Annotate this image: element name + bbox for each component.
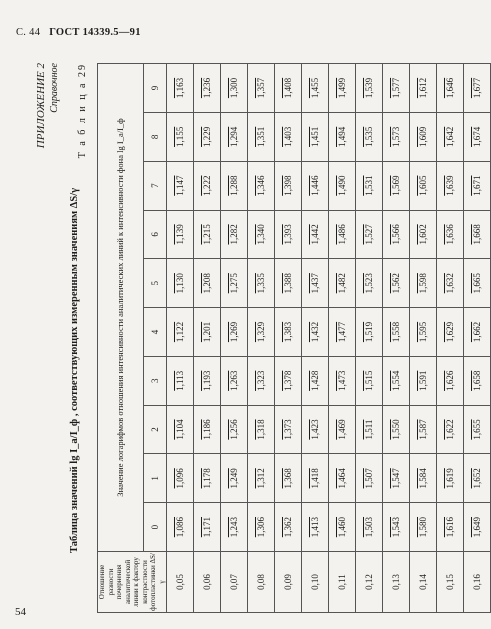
table-cell: 1,507 [356,454,383,503]
row-key: 0,08 [248,552,275,613]
table-cell: 1,543 [383,503,410,552]
table-cell: 1,494 [329,112,356,161]
table-cell: 1,398 [275,161,302,210]
table-cell: 1,477 [329,308,356,357]
table-cell: 1,562 [383,259,410,308]
table-row [194,64,221,613]
row-key: 0,15 [437,552,464,613]
row-key: 0,13 [383,552,410,613]
table-cell: 1,665 [464,259,491,308]
row-header: Отношение разности почернения аналитической линии к фактору контрастности фотопластинки ΔS/γ [98,553,166,611]
column-header: 9 [143,64,166,113]
page-label: С. 44 [16,27,41,38]
table-cell: 1,612 [410,64,437,113]
table-cell: 1,451 [302,112,329,161]
column-header: 5 [143,259,166,308]
table-cell: 1,215 [194,210,221,259]
table-cell: 1,519 [356,308,383,357]
table-cell: 1,655 [464,405,491,454]
table-cell: 1,442 [302,210,329,259]
table-cell: 1,550 [383,405,410,454]
table-cell: 1,602 [410,210,437,259]
table-row [437,64,464,613]
row-key: 0,11 [329,552,356,613]
table-cell: 1,335 [248,259,275,308]
table-cell: 1,511 [356,405,383,454]
row-key: 0,10 [302,552,329,613]
table-cell: 1,464 [329,454,356,503]
table-cell: 1,554 [383,356,410,405]
table-cell: 1,626 [437,356,464,405]
table-cell: 1,598 [410,259,437,308]
table-title: Таблица значений lg I_a/I_ф , соответствующих измеренным значениям ΔS/γ [69,187,80,553]
column-header: 0 [143,503,166,552]
table-cell: 1,318 [248,405,275,454]
table-cell: 1,616 [437,503,464,552]
table-cell: 1,193 [194,356,221,405]
column-header: 2 [143,405,166,454]
table-cell: 1,351 [248,112,275,161]
table-cell: 1,243 [221,503,248,552]
table-cell: 1,609 [410,112,437,161]
table-cell: 1,178 [194,454,221,503]
table-cell: 1,455 [302,64,329,113]
table-cell: 1,413 [302,503,329,552]
table-cell: 1,368 [275,454,302,503]
table-label: Т а б л и ц а 29 [77,63,88,159]
column-header: 3 [143,356,166,405]
table-cell: 1,580 [410,503,437,552]
table-cell: 1,437 [302,259,329,308]
column-header: 4 [143,308,166,357]
table-cell: 1,357 [248,64,275,113]
table-cell: 1,569 [383,161,410,210]
table-cell: 1,346 [248,161,275,210]
column-header: 6 [143,210,166,259]
table-row [275,64,302,613]
table-cell: 1,671 [464,161,491,210]
table-cell: 1,432 [302,308,329,357]
table-cell: 1,086 [167,503,194,552]
table-row [167,64,194,613]
table-cell: 1,527 [356,210,383,259]
table-cell: 1,515 [356,356,383,405]
table-cell: 1,256 [221,405,248,454]
table-cell: 1,558 [383,308,410,357]
table-cell: 1,636 [437,210,464,259]
table-cell: 1,632 [437,259,464,308]
table-cell: 1,201 [194,308,221,357]
table-row [248,64,275,613]
table-cell: 1,282 [221,210,248,259]
table-cell: 1,171 [194,503,221,552]
table-row [410,64,437,613]
table-cell: 1,263 [221,356,248,405]
table-cell: 1,674 [464,112,491,161]
table-cell: 1,147 [167,161,194,210]
table-cell: 1,535 [356,112,383,161]
table-cell: 1,208 [194,259,221,308]
table-cell: 1,649 [464,503,491,552]
table-cell: 1,340 [248,210,275,259]
table-cell: 1,383 [275,308,302,357]
table-cell: 1,639 [437,161,464,210]
table-cell: 1,469 [329,405,356,454]
page-header [16,27,141,38]
row-key: 0,05 [167,552,194,613]
table-cell: 1,587 [410,405,437,454]
page-number: 54 [15,606,26,618]
table-cell: 1,482 [329,259,356,308]
table-cell: 1,362 [275,503,302,552]
appendix-subtitle: Справочное [49,63,60,113]
table-cell: 1,104 [167,405,194,454]
table-cell: 1,393 [275,210,302,259]
values-table [97,63,491,613]
table-cell: 1,629 [437,308,464,357]
table-cell: 1,523 [356,259,383,308]
row-key: 0,16 [464,552,491,613]
table-row [464,64,491,613]
column-header: 7 [143,161,166,210]
table-row [383,64,410,613]
table-cell: 1,378 [275,356,302,405]
table-row [302,64,329,613]
table-cell: 1,646 [437,64,464,113]
table-row [356,64,383,613]
table-cell: 1,591 [410,356,437,405]
table-cell: 1,499 [329,64,356,113]
column-header: 1 [143,454,166,503]
table-cell: 1,323 [248,356,275,405]
table-cell: 1,403 [275,112,302,161]
column-header-row [143,64,166,613]
table-cell: 1,531 [356,161,383,210]
table-cell: 1,486 [329,210,356,259]
table-cell: 1,662 [464,308,491,357]
table-cell: 1,229 [194,112,221,161]
column-header: 8 [143,112,166,161]
table-cell: 1,186 [194,405,221,454]
table-row [329,64,356,613]
table-cell: 1,642 [437,112,464,161]
table-cell: 1,446 [302,161,329,210]
row-key: 0,09 [275,552,302,613]
table-cell: 1,155 [167,112,194,161]
table-cell: 1,329 [248,308,275,357]
table-cell: 1,163 [167,64,194,113]
table-cell: 1,619 [437,454,464,503]
table-cell: 1,547 [383,454,410,503]
table-cell: 1,566 [383,210,410,259]
table-cell: 1,428 [302,356,329,405]
table-cell: 1,423 [302,405,329,454]
table-cell: 1,130 [167,259,194,308]
table-cell: 1,388 [275,259,302,308]
table-cell: 1,312 [248,454,275,503]
group-header: Значение логарифмов отношения интенсивности аналитических линий к интенсивности фона lg I_a/I_ф [98,64,144,552]
table-cell: 1,222 [194,161,221,210]
table-cell: 1,122 [167,308,194,357]
table-row [221,64,248,613]
table-cell: 1,503 [356,503,383,552]
row-key: 0,07 [221,552,248,613]
table-cell: 1,113 [167,356,194,405]
table-cell: 1,249 [221,454,248,503]
row-key: 0,14 [410,552,437,613]
row-key: 0,12 [356,552,383,613]
table-cell: 1,418 [302,454,329,503]
appendix-title: ПРИЛОЖЕНИЕ 2 [35,63,47,149]
table-cell: 1,584 [410,454,437,503]
table-cell: 1,275 [221,259,248,308]
table-cell: 1,539 [356,64,383,113]
appendix-heading [35,63,61,148]
row-key: 0,06 [194,552,221,613]
table-cell: 1,668 [464,210,491,259]
table-cell: 1,605 [410,161,437,210]
table-cell: 1,460 [329,503,356,552]
table-cell: 1,294 [221,112,248,161]
rotated-table-block [33,53,482,613]
table-cell: 1,677 [464,64,491,113]
table-cell: 1,306 [248,503,275,552]
table-cell: 1,652 [464,454,491,503]
table-cell: 1,595 [410,308,437,357]
table-cell: 1,473 [329,356,356,405]
table-cell: 1,300 [221,64,248,113]
table-cell: 1,658 [464,356,491,405]
table-body [167,64,491,613]
table-cell: 1,490 [329,161,356,210]
table-cell: 1,577 [383,64,410,113]
table-cell: 1,373 [275,405,302,454]
table-cell: 1,139 [167,210,194,259]
table-cell: 1,573 [383,112,410,161]
table-cell: 1,096 [167,454,194,503]
table-cell: 1,269 [221,308,248,357]
table-cell: 1,408 [275,64,302,113]
table-cell: 1,288 [221,161,248,210]
table-cell: 1,236 [194,64,221,113]
standard-code: ГОСТ 14339.5—91 [49,27,141,38]
table-cell: 1,622 [437,405,464,454]
